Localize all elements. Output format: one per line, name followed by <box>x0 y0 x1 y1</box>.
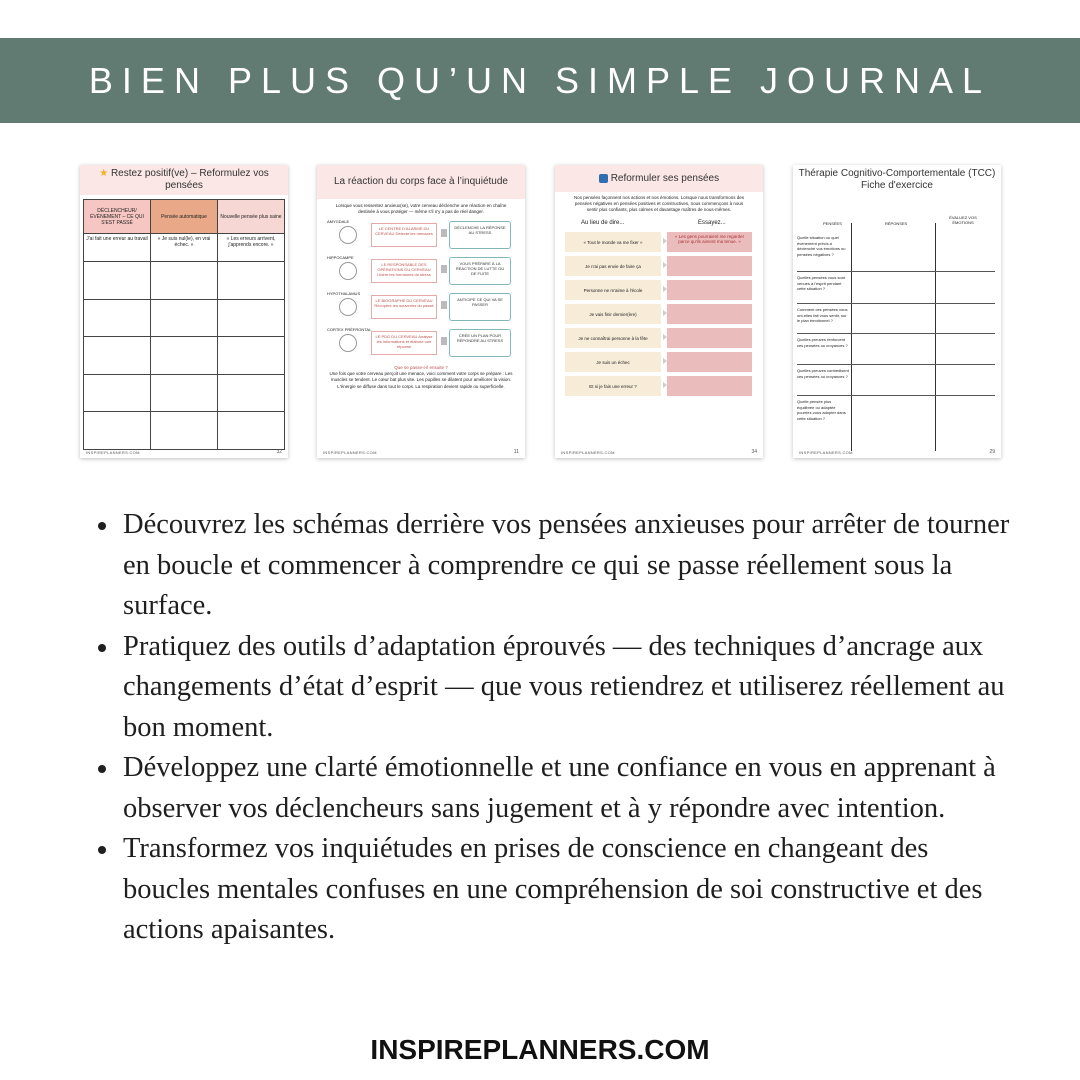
brain-effect-box: DÉCLENCHE LA RÉPONSE AU STRESS <box>449 221 511 249</box>
brain-role-box: LE CENTRE D'ALARME DU CERVEAU Détecte les menaces <box>371 223 437 247</box>
table-cell: « Les erreurs arrivent, j'apprends encore. » <box>218 234 285 262</box>
negative-thought: Je vais finir dernier(ère) <box>565 304 661 324</box>
brain-row <box>317 327 525 363</box>
table-cell <box>151 412 218 450</box>
preview-page-reformulate-thoughts <box>80 165 288 458</box>
table-header: DÉCLENCHEUR/ ÉVÉNEMENT – CE QUI S'EST PASSÉ <box>84 200 151 234</box>
grid-line <box>797 333 995 334</box>
benefit-item: Transformez vos inquiétudes en prises de conscience en changeant des boucles mentales confuses en une compréhension de soi constructive et des actions apaisantes. <box>92 829 1012 951</box>
column-header: PENSÉES <box>823 221 842 226</box>
preview-intro: Nos pensées façonnent nos actions et nos émotions. Lorsque nous transformons des pensées négatives en pensées positives et constructives, nous commençons à nous sentir plus confiants, plus calmes et davantage maîtres de nous-mêmes. <box>573 195 745 212</box>
brain-effect-box: CRÉE UN PLAN POUR RÉPONDRE AU STRESS <box>449 329 511 357</box>
brain-row <box>317 255 525 291</box>
table-cell <box>84 412 151 450</box>
preview-page-title: Reformuler ses pensées <box>610 173 720 184</box>
brain-effect-box: ANTICIPE CE QUI VA SE PASSER <box>449 293 511 321</box>
preview-page-body-reaction <box>317 165 525 458</box>
preview-outro <box>327 365 515 390</box>
preview-page-header <box>555 165 763 192</box>
table-cell <box>151 299 218 337</box>
table-cell: « Je suis nul(le), en vrai échec. » <box>151 234 218 262</box>
preview-page-title: Restez positif(ve) – Reformulez vos pensées <box>110 168 269 191</box>
column-header: RÉPONSES <box>885 221 908 226</box>
column-header-right: Essayez... <box>698 220 726 226</box>
table-header: Nouvelle pensée plus saine <box>218 200 285 234</box>
page-previews <box>0 165 1080 460</box>
column-header: ÉVALUEZ VOS ÉMOTIONS <box>949 215 977 225</box>
table-cell <box>218 374 285 412</box>
table-cell <box>84 262 151 300</box>
brain-region-label: HYPOTHALAMUS <box>327 291 361 296</box>
reframed-thought: « Les gens pourraient me regarder parce qu'ils aiment ma tenue. » <box>667 232 752 252</box>
column-headers <box>555 216 763 230</box>
preview-footer: INSPIREPLANNERS.COM <box>86 450 140 455</box>
reframed-thought <box>667 352 752 372</box>
worksheet-question: Quelles preuves contredisent ces pensées ou croyances ? <box>797 368 849 379</box>
worksheet-question: Quelles preuves renforcent ces pensées ou croyances ? <box>797 337 848 348</box>
outro-text: Une fois que votre cerveau perçoit une menace, voici comment votre corps se prépare : Les muscles se tendent. Le cœur bat plus vite. Les pupilles se dilatent pour améliorer la vision. L'énergie se diffuse dans tout le corps. La respiration devient rapide ou superficielle. <box>329 371 513 389</box>
table-cell <box>218 262 285 300</box>
grid-line <box>797 271 995 272</box>
grid-line <box>797 395 995 396</box>
table-cell <box>84 337 151 375</box>
refresh-icon <box>599 174 608 183</box>
brain-role-box: LE RESPONSABLE DES OPÉRATIONS DU CERVEAU Libère les hormones du stress <box>371 259 437 283</box>
brain-effect-box: VOUS PRÉPARE À LA RÉACTION DE LUTTE OU DE FUITE <box>449 257 511 285</box>
star-icon: ★ <box>99 168 109 179</box>
preview-intro: Lorsque vous ressentez anxieux(se), votre cerveau déclenche une réaction en chaîne destinée à vous protéger — même s'il n'y a pas de réel danger. <box>335 203 507 214</box>
column-header-left: Au lieu de dire... <box>581 220 625 226</box>
negative-thought: Je ne connaîtrai personne à la fête <box>565 328 661 348</box>
reframed-thought <box>667 280 752 300</box>
arrow-icon <box>441 265 447 273</box>
table-cell: J'ai fait une erreur au travail <box>84 234 151 262</box>
brain-region-label: HIPPOCAMPE <box>327 255 354 260</box>
reframe-row <box>555 254 763 278</box>
worksheet-question: Quelle pensée plus équilibrée ou adaptée pourriez-vous adopter dans cette situation ? <box>797 399 846 421</box>
brain-row <box>317 291 525 327</box>
worksheet-table <box>83 199 285 450</box>
negative-thought: Je suis un échec <box>565 352 661 372</box>
table-cell <box>151 337 218 375</box>
reframed-thought <box>667 304 752 324</box>
reframed-thought <box>667 256 752 276</box>
reframe-row <box>555 302 763 326</box>
page-number: 11 <box>513 449 519 455</box>
table-cell <box>84 374 151 412</box>
preview-page-title: La réaction du corps face à l’inquiétude <box>317 165 525 199</box>
table-header: Pensée automatique <box>151 200 218 234</box>
table-cell <box>151 374 218 412</box>
brain-role-box: LE BIOGRAPHE DU CERVEAU Récupère les souvenirs du passé <box>371 295 437 319</box>
brain-region-label: AMYGDALE <box>327 219 350 224</box>
brain-icon <box>339 226 357 244</box>
reframe-row <box>555 230 763 254</box>
negative-thought: Et si je fais une erreur ? <box>565 376 661 396</box>
preview-page-title: Thérapie Cognitivo-Comportementale (TCC) Fiche d'exercice <box>793 165 1001 195</box>
reframe-row <box>555 278 763 302</box>
preview-footer: INSPIREPLANNERS.COM <box>799 450 853 455</box>
grid-line <box>935 223 936 451</box>
worksheet-grid <box>797 233 995 451</box>
preview-footer: INSPIREPLANNERS.COM <box>323 450 377 455</box>
brain-region-label: CORTEX PRÉFRONTAL <box>327 327 372 332</box>
table-cell <box>84 299 151 337</box>
negative-thought: « Tout le monde va me fixer » <box>565 232 661 252</box>
arrow-icon <box>441 337 447 345</box>
reframed-thought <box>667 376 752 396</box>
preview-footer: INSPIREPLANNERS.COM <box>561 450 615 455</box>
negative-thought: Personne ne m'aime à l'école <box>565 280 661 300</box>
brain-icon <box>339 334 357 352</box>
grid-line <box>851 223 852 451</box>
page-number: 34 <box>751 449 757 455</box>
arrow-icon <box>441 229 447 237</box>
grid-line <box>797 364 995 365</box>
brain-icon <box>339 262 357 280</box>
grid-line <box>797 303 995 304</box>
table-cell <box>151 262 218 300</box>
benefit-item: Développez une clarté émotionnelle et une confiance en vous en apprenant à observer vos déclencheurs sans jugement et à y répondre avec intention. <box>92 748 1012 829</box>
table-cell <box>218 299 285 337</box>
table-cell <box>218 412 285 450</box>
reframe-row <box>555 374 763 398</box>
outro-title: Que se passe-t-il ensuite ? <box>394 365 448 370</box>
preview-page-reframe-thoughts <box>555 165 763 458</box>
reframed-thought <box>667 328 752 348</box>
worksheet-column-headers <box>793 213 1001 235</box>
worksheet-question: Quelles pensées vous sont venues à l'esprit pendant cette situation ? <box>797 275 846 291</box>
benefit-item: Découvrez les schémas derrière vos pensées anxieuses pour arrêter de tourner en boucle et commencer à comprendre ce qui se passe réellement sous la surface. <box>92 505 1012 627</box>
brain-icon <box>339 298 357 316</box>
website-link[interactable]: INSPIREPLANNERS.COM <box>370 1034 710 1065</box>
benefit-item: Pratiquez des outils d’adaptation éprouvés — des techniques d’ancrage aux changements d’état d’esprit — que vous retiendrez et utiliserez réellement au bon moment. <box>92 627 1012 749</box>
preview-page-cbt-worksheet <box>793 165 1001 458</box>
benefit-list <box>92 505 1012 951</box>
preview-page-header <box>80 165 288 195</box>
banner-title: BIEN PLUS QU’UN SIMPLE JOURNAL <box>88 59 992 101</box>
worksheet-question: Quelle situation ou quel événement précis a déclenché vos émotions ou pensées négatives ? <box>797 235 846 257</box>
page-number: 32 <box>276 449 282 455</box>
reframe-row <box>555 350 763 374</box>
title-banner <box>0 38 1080 123</box>
reframe-row <box>555 326 763 350</box>
arrow-icon <box>441 301 447 309</box>
brain-row <box>317 219 525 255</box>
brain-role-box: LE PDG DU CERVEAU Analyse les informations et élabore une réponse <box>371 331 437 355</box>
worksheet-question: Comment ces pensées vous ont-elles fait vous sentir, sur le plan émotionnel ? <box>797 307 848 323</box>
negative-thought: Je n'ai pas envie de faire ça <box>565 256 661 276</box>
table-cell <box>218 337 285 375</box>
page-number: 29 <box>989 449 995 455</box>
